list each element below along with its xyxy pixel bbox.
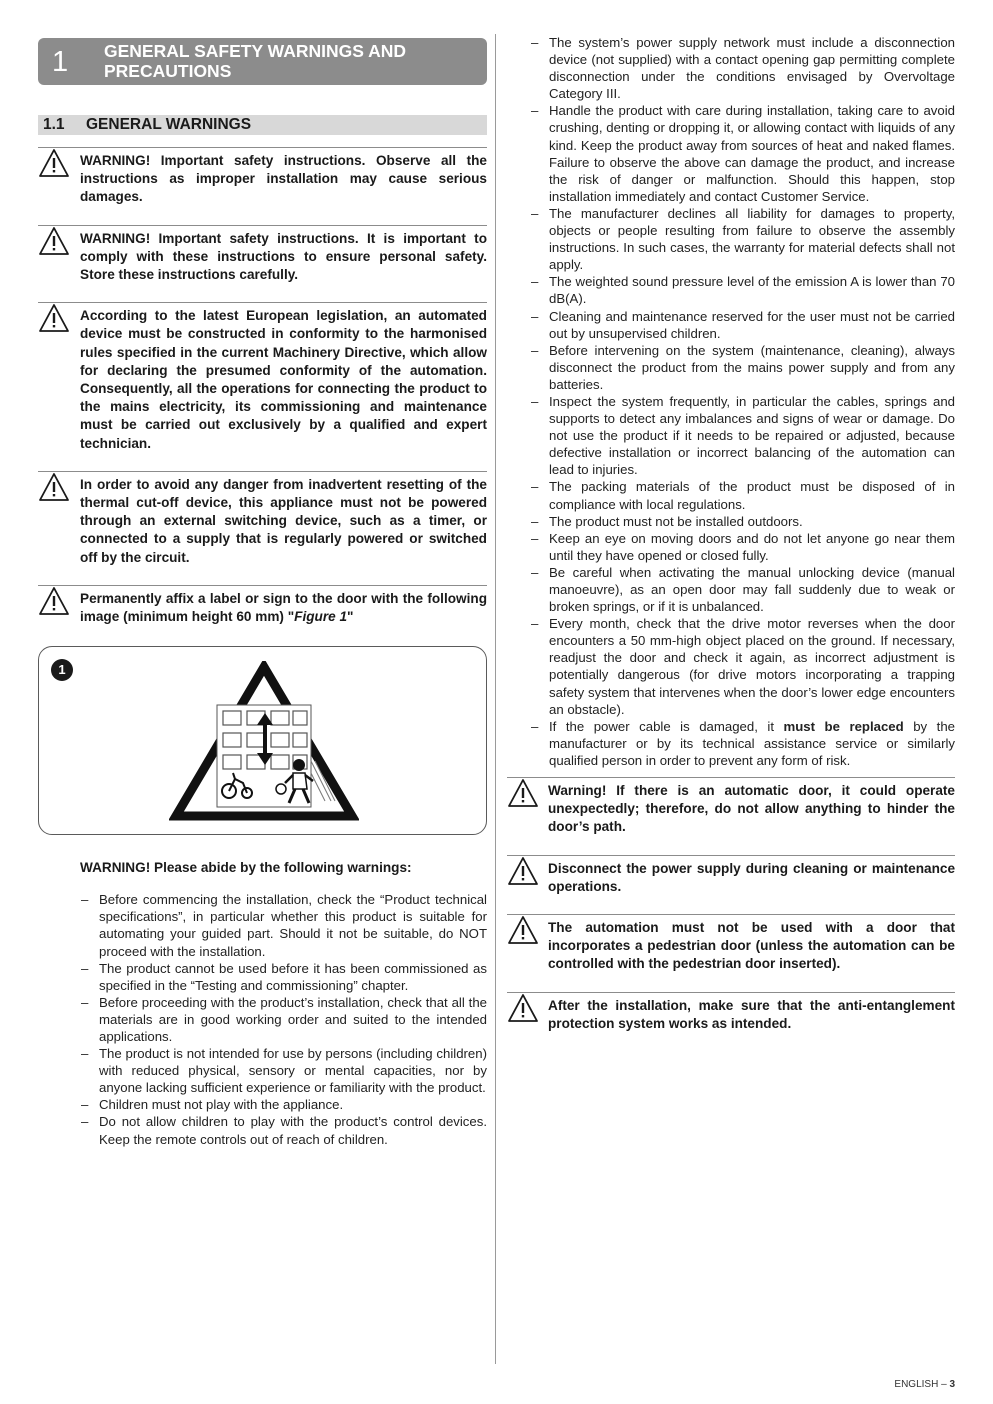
- warning-text: Warning! If there is an automatic door, it could operate unexpectedly; therefore, do not allow anything to hinder the door’s path.: [548, 783, 955, 835]
- list-item: – Do not allow children to play with the product’s control devices. Keep the remote controls out of reach of children.: [81, 1113, 487, 1147]
- right-column: [507, 34, 955, 1033]
- list-item: – Before proceeding with the product’s installation, check that all the materials are in good working order and suited to the intended applications.: [81, 994, 487, 1045]
- warning-triangle-icon: [507, 778, 539, 808]
- section-title: GENERAL SAFETY WARNINGS AND PRECAUTIONS: [104, 41, 407, 81]
- list-item: – The product is not intended for use by persons (including children) with reduced physical, sensory or mental capacities, nor by anyone lacking sufficient experience or familiarity with the product.: [81, 1045, 487, 1096]
- list-item: – Keep an eye on moving doors and do not let anyone go near them until they have opened or closed fully.: [507, 530, 955, 564]
- page-number: 3: [949, 1379, 955, 1390]
- list-item: – Every month, check that the drive motor reverses when the door encounters a 50 mm-high object placed on the ground. If necessary, readjust the door and check it again, as incorrect adjustment is potentially dangerous (for drive motors incorporating a trapping safety system that intervenes when the door’s lower edge encounters an obstacle).: [507, 615, 955, 718]
- warning-text: WARNING! Important safety instructions. It is important to comply with these instructions to ensure personal safety. Store these instructions carefully.: [80, 230, 487, 283]
- warning-block: [507, 914, 955, 974]
- left-warning-list: [81, 891, 487, 1147]
- section-number: 1: [52, 46, 69, 78]
- list-item: – If the power cable is damaged, it must be replaced by the manufacturer or by its technical assistance service or similarly qualified person in order to prevent any form of risk.: [507, 718, 955, 769]
- warning-triangle-icon: [38, 148, 70, 178]
- section-header: [38, 38, 487, 85]
- list-item: – Before commencing the installation, check the “Product technical specifications”, in particular whether this product is suitable for automating your guided part. Should it not be suitable, do NOT proceed with the installation.: [81, 891, 487, 959]
- list-item: – The packing materials of the product must be disposed of in compliance with local regulations.: [507, 478, 955, 512]
- warning-triangle-icon: [38, 472, 70, 502]
- list-item: – Children must not play with the appliance.: [81, 1096, 487, 1113]
- list-item: – Handle the product with care during installation, taking care to avoid crushing, denting or dropping it, or allowing contact with liquids of any kind. Keep the product away from sources of heat and naked flames. Failure to observe the above can damage the product, and increase the risk of danger or malfunction. Should this happen, stop installation immediately and contact Customer Service.: [507, 102, 955, 205]
- footer-language: ENGLISH –: [894, 1379, 950, 1390]
- abide-warnings-title: WARNING! Please abide by the following warnings:: [80, 860, 412, 876]
- warning-block: [38, 471, 487, 567]
- list-item: – The weighted sound pressure level of the emission A is lower than 70 dB(A).: [507, 273, 955, 307]
- warning-triangle-icon: [507, 915, 539, 945]
- subsection-header: [38, 115, 487, 135]
- list-item: – Before intervening on the system (maintenance, cleaning), always disconnect the product from the mains power supply and from any batteries.: [507, 342, 955, 393]
- door-danger-pictogram-icon: [169, 661, 359, 821]
- list-item: – Cleaning and maintenance reserved for the user must not be carried out by unsupervised children.: [507, 308, 955, 342]
- warning-triangle-icon: [507, 856, 539, 886]
- warning-triangle-icon: [38, 226, 70, 256]
- warning-block: [507, 992, 955, 1033]
- warning-triangle-icon: [38, 303, 70, 333]
- warning-block: [507, 777, 955, 837]
- column-divider: [495, 34, 496, 1364]
- warning-text: Disconnect the power supply during cleaning or maintenance operations.: [548, 860, 955, 894]
- warning-text: The automation must not be used with a door that incorporates a pedestrian door (unless the automation can be controlled with the pedestrian door inserted).: [548, 920, 955, 972]
- list-item: – The product must not be installed outdoors.: [507, 513, 955, 530]
- subsection-title: GENERAL WARNINGS: [86, 116, 252, 133]
- warning-text: In order to avoid any danger from inadvertent resetting of the thermal cut-off device, this appliance must not be powered through an external switching device, such as a timer, or connected to a supply that is regularly powered or switched off by the circuit.: [80, 476, 487, 565]
- warning-block: [38, 147, 487, 207]
- figure-reference: Figure 1: [294, 609, 348, 625]
- warning-block: [507, 855, 955, 896]
- warning-block: [38, 585, 487, 626]
- warning-text: After the installation, make sure that the anti-entanglement protection system works as intended.: [548, 997, 955, 1031]
- right-warning-list: [507, 34, 955, 769]
- warning-triangle-icon: [507, 993, 539, 1023]
- page-footer: [894, 1379, 955, 1390]
- list-item: – Inspect the system frequently, in particular the cables, springs and supports to detect any imbalances and signs of wear or damage. Do not use the product if it needs to be repaired or adjusted, because defective installation or incorrect balancing of the automation can lead to injuries.: [507, 393, 955, 478]
- figure-number-badge: 1: [51, 659, 73, 681]
- figure-1: [38, 646, 487, 835]
- warning-block: [38, 302, 487, 453]
- list-item: – Be careful when activating the manual unlocking device (manual manoeuvre), as an open door may fall suddenly due to weak or broken springs, or if it is unbalanced.: [507, 564, 955, 615]
- warning-text: WARNING! Important safety instructions. Observe all the instructions as improper installation may cause serious damages.: [80, 153, 487, 205]
- warning-text: According to the latest European legislation, an automated device must be constructed in conformity to the harmonised rules specified in the current Machinery Directive, which allow for declaring the presumed conformity of the automation. Consequently, all the operations for connecting the product to the mains electricity, its commissioning and maintenance must be carried out exclusively by a qualified and expert technician.: [80, 308, 487, 451]
- warning-triangle-icon: [38, 586, 70, 616]
- list-item: – The system’s power supply network must include a disconnection device (not supplied) with a contact opening gap permitting complete disconnection under the conditions envisaged by Overvoltage Category III.: [507, 34, 955, 102]
- list-item: – The manufacturer declines all liability for damages to property, objects or people resulting from failure to observe the assembly instructions. In such cases, the warranty for material defects shall not apply.: [507, 205, 955, 273]
- warning-text: Permanently affix a label or sign to the door with the following image (minimum height 60 mm) "Figure 1": [80, 590, 487, 625]
- emphasis-text: must be replaced: [783, 718, 904, 734]
- subsection-number: 1.1: [43, 116, 65, 133]
- warning-block: [38, 225, 487, 285]
- left-column: [38, 38, 487, 1148]
- list-item: – The product cannot be used before it has been commissioned as specified in the “Testing and commissioning” chapter.: [81, 960, 487, 994]
